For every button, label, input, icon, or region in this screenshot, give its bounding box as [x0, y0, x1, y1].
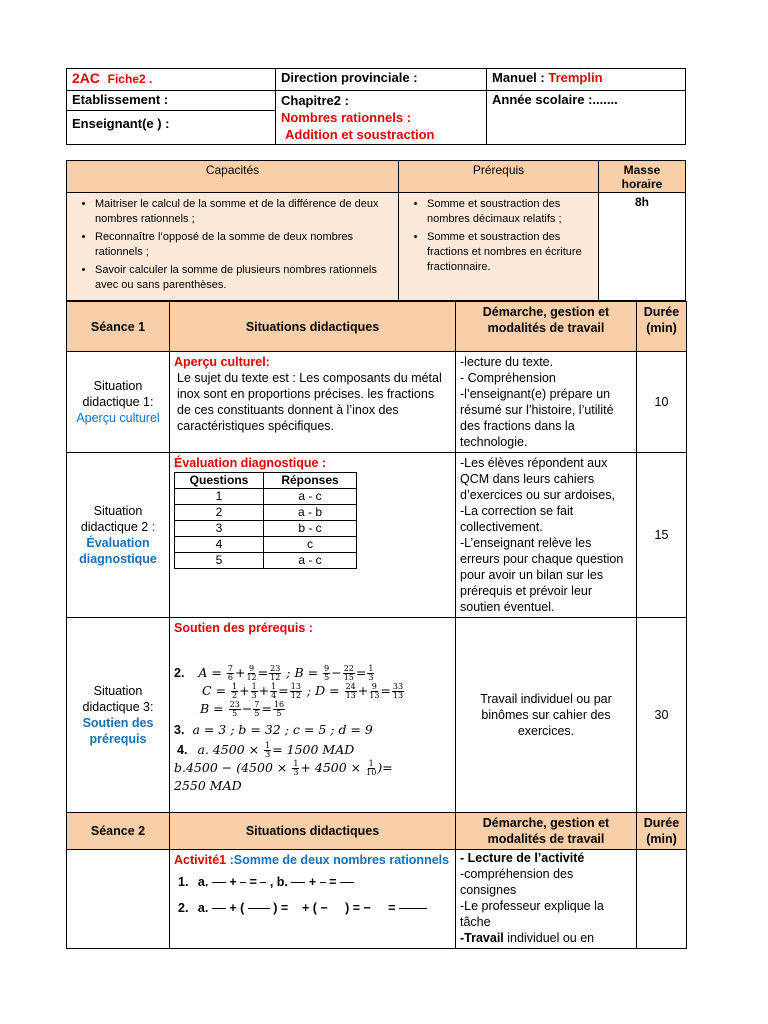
- item-number: 3.: [174, 723, 185, 737]
- eq-label: B =: [294, 665, 319, 680]
- situation1-content: [170, 352, 456, 453]
- demarche-header-2: Démarche, gestion et modalités de travail: [456, 813, 637, 850]
- item-letter: a.: [197, 875, 209, 889]
- etablissement: Etablissement :: [67, 91, 276, 111]
- situation1-demarche: [456, 352, 637, 453]
- table-row: [175, 505, 357, 521]
- item4b-result: 2550 MAD: [174, 778, 242, 793]
- equation-c-d: C = $\frac{1}{2}$ + $\frac{1}{3}$ + $\frac{1}{4}$ = $\frac{13}{12}$ ; D = $\frac{24}{13}$ + $\frac{9}{13}$ = $\frac{33}{13}$: [202, 682, 404, 700]
- activite1-line2: 2. a. + ( ) = + ( − ) = − =: [174, 900, 451, 916]
- duree-header: Durée (min): [637, 302, 687, 352]
- chapitre-title2: Addition et soustraction: [285, 127, 435, 142]
- list-item: • Somme et soustraction des nombres décimaux relatifs ;: [427, 197, 598, 227]
- list-item: • Savoir calculer la somme de plusieurs nombres rationnels avec ou sans parenthèses.: [95, 263, 398, 293]
- activite1-demarche: [456, 850, 637, 949]
- capacites-table: [66, 160, 686, 301]
- qcm-question: 4: [175, 537, 264, 553]
- chapitre: Chapitre2 :: [281, 93, 349, 108]
- qcm-table: [174, 472, 357, 569]
- manuel-cell: [487, 69, 686, 91]
- qcm-header-questions: Questions: [175, 473, 264, 489]
- item4b-text: b.4500 − (4500 ×: [174, 760, 288, 775]
- item-number: 2.: [174, 666, 185, 680]
- chapitre-title1: Nombres rationnels :: [281, 110, 412, 125]
- seance1-header: Séance 1: [67, 302, 170, 352]
- item4b-mid: + 4500 ×: [300, 760, 362, 775]
- demarche-line: - Compréhension: [460, 371, 556, 385]
- demarche-line: -l’enseignant(e) prépare un résumé sur l’histoire, l’utilité des fractions dans la technologie.: [460, 387, 614, 449]
- eq-label: C =: [202, 683, 227, 698]
- situation3-demarche: Travail individuel ou par binômes sur cahier des exercices.: [456, 618, 637, 813]
- situation1-title: Aperçu culturel:: [174, 355, 270, 369]
- situations-header-2: Situations didactiques: [170, 813, 456, 850]
- item4a-text: a. 4500 ×: [197, 742, 260, 757]
- item-number: 1.: [178, 875, 189, 889]
- qcm-question: 5: [175, 553, 264, 569]
- item-number: 4.: [177, 743, 188, 757]
- capacites-list: [67, 197, 398, 293]
- qcm-question: 2: [175, 505, 264, 521]
- equation-b2: B = $\frac{23}{5}$ − $\frac{7}{5}$ = $\frac{16}{5}$: [200, 700, 285, 718]
- demarche-bold: -Travail: [460, 931, 504, 945]
- annee: Année scolaire :.......: [487, 91, 686, 145]
- item4b-end: )=: [377, 760, 393, 775]
- demarche-line: -L’enseignant relève les erreurs pour chaque question pour avoir un bilan sur les prérequis et prévoir leur soutien éventuel.: [460, 536, 624, 614]
- qcm-answer: a - c: [264, 489, 357, 505]
- situation2-prefix: Situation didactique 2 :: [80, 504, 156, 534]
- table-row: [175, 537, 357, 553]
- situation2-duree: 15: [637, 453, 687, 618]
- situation3-title: Soutien des prérequis :: [174, 621, 313, 635]
- qcm-question: 1: [175, 489, 264, 505]
- table-row: [175, 553, 357, 569]
- demarche-line: - Lecture de l’activité: [460, 851, 585, 865]
- demarche-header: Démarche, gestion et modalités de travail: [456, 302, 637, 352]
- demarche-line: [460, 930, 632, 946]
- qcm-answer: b - c: [264, 521, 357, 537]
- item-letter: , b.: [269, 875, 288, 889]
- duree-header-2: Durée (min): [637, 813, 687, 850]
- item4a-result: = 1500 MAD: [272, 742, 355, 757]
- enseignant: Enseignant(e ) :: [67, 111, 276, 145]
- eq-label: B =: [200, 701, 224, 716]
- qcm-answer: a - c: [264, 553, 357, 569]
- demarche-line: -Le professeur explique la tâche: [460, 899, 604, 929]
- table-row: [175, 489, 357, 505]
- demarche-tail: individuel ou en: [503, 931, 595, 945]
- situation1-name: Aperçu culturel: [76, 411, 160, 425]
- situation2-name: Évaluation diagnostique: [79, 536, 157, 566]
- table-row: [175, 521, 357, 537]
- equation-a-b: 2. A = $\frac{7}{6}$ + $\frac{9}{12}$ = $\frac{23}{12}$ ; B = $\frac{9}{5}$ − $\frac{22}{15}$ = $\frac{1}{3}$: [174, 664, 374, 682]
- list-item: • Maitriser le calcul de la somme et de la différence de deux nombres rationnels ;: [95, 197, 398, 227]
- level-cell: [67, 69, 276, 91]
- situation1-label: [67, 352, 170, 453]
- situation3-name: Soutien des prérequis: [82, 716, 154, 746]
- demarche-line: -lecture du texte.: [460, 355, 554, 369]
- eq-label: D =: [315, 683, 340, 698]
- item4b-line: b.4500 − (4500 × $\frac{1}{3}$ + 4500 × $\frac{1}{10}$ )=: [174, 759, 393, 777]
- manuel-value: Tremplin: [548, 70, 603, 85]
- situation2-demarche: [456, 453, 637, 618]
- item4a-line: 4. a. 4500 × $\frac{1}{3}$ = 1500 MAD: [177, 741, 355, 759]
- situation2-title: Évaluation diagnostique :: [174, 456, 327, 470]
- situation1-prefix: Situation didactique 1:: [82, 379, 154, 409]
- item3-line: [174, 721, 451, 739]
- demarche-line: -La correction se fait collectivement.: [460, 504, 574, 534]
- situation3-duree: 30: [637, 618, 687, 813]
- direction: Direction provinciale :: [276, 69, 487, 91]
- situations-header: Situations didactiques: [170, 302, 456, 352]
- seances-table: [66, 301, 687, 949]
- situation1-duree: 10: [637, 352, 687, 453]
- prerequis-list-cell: [399, 193, 599, 301]
- prerequis-list: [399, 197, 598, 275]
- list-item: • Reconnaître l’opposé de la somme de deux nombres rationnels ;: [95, 230, 398, 260]
- activite1-label-cell: [67, 850, 170, 949]
- qcm-answer: c: [264, 537, 357, 553]
- chapitre-cell: [276, 91, 487, 145]
- demarche-line: -Les élèves répondent aux QCM dans leurs cahiers d’exercices ou sur ardoises,: [460, 456, 615, 502]
- demarche-line: -compréhension des consignes: [460, 867, 574, 897]
- col-masse: Masse horaire: [599, 161, 686, 193]
- col-capacites: Capacités: [67, 161, 399, 193]
- situation3-label: [67, 618, 170, 813]
- situation3-content: [170, 618, 456, 813]
- activite1-title-blue: :Somme de deux nombres rationnels: [226, 853, 450, 867]
- qcm-answer: a - b: [264, 505, 357, 521]
- level: 2AC: [72, 70, 101, 86]
- activite1-duree: [637, 850, 687, 949]
- qcm-header-reponses: Réponses: [264, 473, 357, 489]
- activite1-content: [170, 850, 456, 949]
- situation2-label: [67, 453, 170, 618]
- item-letter: a.: [197, 901, 209, 915]
- qcm-question: 3: [175, 521, 264, 537]
- situation1-text: Le sujet du texte est : Les composants du métal inox sont en proportions précises. les fractions de ces constituants donnent à l’inox des caractéristiques spécifiques.: [177, 371, 442, 433]
- list-item: • Somme et soustraction des fractions et nombres en écriture fractionnaire.: [427, 230, 598, 275]
- item-number: 2.: [178, 901, 189, 915]
- manuel-label: Manuel :: [492, 70, 545, 85]
- activite1-line1: 1. a. + = , b. + =: [174, 874, 451, 890]
- capacites-list-cell: [67, 193, 399, 301]
- situation3-prefix: Situation didactique 3:: [82, 684, 154, 714]
- item3-text: a = 3 ; b = 32 ; c = 5 ; d = 9: [192, 722, 373, 737]
- activite1-title-red: Activité1: [174, 853, 227, 867]
- activite1-title: [174, 852, 451, 868]
- seance2-header: Séance 2: [67, 813, 170, 850]
- col-prerequis: Prérequis: [399, 161, 599, 193]
- header-table: [66, 68, 686, 145]
- fiche: Fiche2 .: [107, 72, 153, 86]
- eq-label: A =: [198, 665, 222, 680]
- situation2-content: [170, 453, 456, 618]
- masse-value: 8h: [599, 193, 686, 301]
